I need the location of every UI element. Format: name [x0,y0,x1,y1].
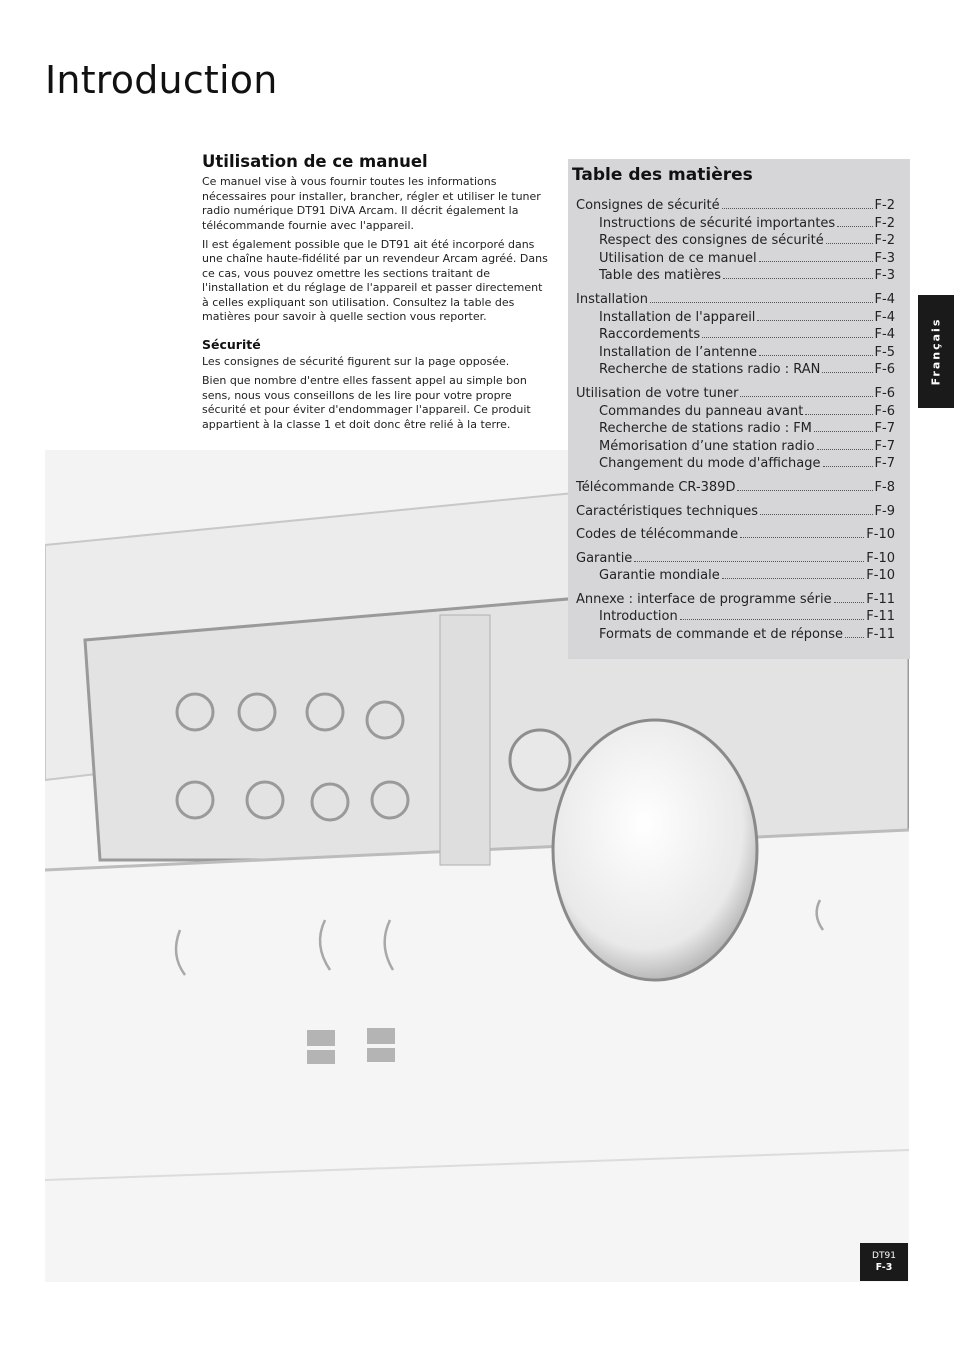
language-tab-label: Français [929,317,943,386]
page-title: Introduction [45,58,278,102]
toc-entry-page: F-11 [866,627,895,643]
toc-entry [576,250,895,268]
toc-entry-page: F-7 [874,438,895,454]
toc-entry [576,326,895,344]
toc-entry-label: Installation de l’antenne [599,344,758,360]
toc-group [576,503,895,521]
toc-entry-label: Codes de télécommande [576,527,739,543]
toc-leader-dots [650,292,873,303]
toc-leader-dots [759,345,873,356]
toc-leader-dots [805,404,872,415]
toc-entry-label: Changement du mode d'affichage [599,456,821,472]
toc-entry-page: F-9 [874,503,895,519]
toc-entry-page: F-6 [874,403,895,419]
toc-leader-dots [757,310,872,321]
toc-leader-dots [737,480,872,491]
toc-leader-dots [634,551,864,562]
toc-entry-page: F-3 [874,268,895,284]
toc-leader-dots [814,421,873,432]
toc-entry [576,361,895,379]
toc-entry-label: Recherche de stations radio : FM [599,421,812,437]
toc-entry-page: F-2 [874,198,895,213]
toc-entry [576,403,895,421]
toc-entry-label: Garantie mondiale [599,568,720,584]
toc-entry [576,455,895,473]
toc-leader-dots [740,386,872,397]
toc-group [576,291,895,379]
toc-leader-dots [740,527,864,538]
toc-group [576,479,895,497]
toc-entry [576,438,895,456]
toc-entry-label: Consignes de sécurité [576,198,720,213]
toc-leader-dots [680,609,865,620]
toc-body [576,197,895,644]
toc-entry-label: Télécommande CR-389D [576,479,736,495]
toc-leader-dots [722,198,873,209]
page-number-box [860,1243,908,1281]
usage-section [202,152,548,437]
toc-entry [576,567,895,585]
toc-entry [576,479,895,497]
toc-entry [576,591,895,609]
toc-heading: Table des matières [572,165,753,185]
toc-entry [576,385,895,403]
toc-entry-label: Utilisation de ce manuel [599,250,757,266]
toc-leader-dots [834,592,865,603]
toc-entry [576,291,895,309]
toc-entry [576,215,895,233]
toc-entry-label: Respect des consignes de sécurité [599,233,824,249]
toc-entry [576,550,895,568]
toc-entry-page: F-10 [866,568,895,584]
usage-heading: Utilisation de ce manuel [202,152,428,171]
toc-entry-label: Table des matières [599,268,722,284]
toc-group [576,550,895,585]
toc-group [576,591,895,644]
toc-leader-dots [760,504,873,515]
toc-entry [576,608,895,626]
toc-entry [576,526,895,544]
toc-leader-dots [817,439,873,450]
toc-leader-dots [702,327,872,338]
toc-entry [576,503,895,521]
toc-leader-dots [722,568,865,579]
toc-entry [576,626,895,644]
usage-paragraph: Il est également possible que le DT91 ait été incorporé dans une chaîne haute-fidélité par un revendeur Arcam agréé. Dans ce cas, vous pouvez omettre les sections traitant de l'installation et du réglage de l'appareil et passer directement à celles expliquant son utilisation. Consultez la table des matières pour savoir à quelle section vous reporter. [202,238,548,324]
toc-group [576,526,895,544]
toc-entry-label: Garantie [576,550,633,566]
toc-entry-label: Caractéristiques techniques [576,503,759,519]
toc-entry-page: F-2 [874,215,895,231]
safety-paragraph: Les consignes de sécurité figurent sur la page opposée. [202,354,510,368]
toc-entry-label: Commandes du panneau avant [599,403,804,419]
toc-entry-label: Recherche de stations radio : RAN [599,362,821,378]
toc-entry-page: F-10 [866,550,895,566]
toc-leader-dots [826,233,873,244]
toc-entry-page: F-8 [874,479,895,495]
toc-entry-label: Annexe : interface de programme série [576,591,832,607]
toc-entry-page: F-7 [874,456,895,472]
toc-entry [576,420,895,438]
toc-entry-page: F-2 [874,233,895,249]
toc-leader-dots [822,362,872,373]
toc-entry-label: Formats de commande et de réponse [599,627,843,643]
toc-entry-label: Utilisation de votre tuner [576,385,739,401]
toc-entry-page: F-4 [874,309,895,325]
toc-group [576,385,895,473]
toc-entry-label: Introduction [599,609,678,625]
language-tab [918,295,954,408]
toc-entry-label: Mémorisation d’une station radio [599,438,815,454]
toc-group [576,197,895,285]
toc-leader-dots [759,251,873,262]
toc-entry [576,267,895,285]
toc-entry-page: F-5 [874,344,895,360]
toc-leader-dots [845,627,864,638]
toc-entry-label: Installation [576,291,649,307]
toc-leader-dots [723,268,872,279]
toc-leader-dots [837,216,872,227]
toc-entry-page: F-7 [874,421,895,437]
safety-paragraph: Bien que nombre d'entre elles fassent appel au simple bon sens, nous vous conseillons de les lire pour votre propre sécurité et pour éviter d'endommager l'appareil. Ce produit appartient à la classe 1 et doit donc être relié à la terre. [202,374,531,431]
toc-entry [576,232,895,250]
toc-entry-label: Instructions de sécurité importantes [599,215,836,231]
toc-entry-label: Installation de l'appareil [599,309,756,325]
toc-entry-page: F-10 [866,527,895,543]
toc-entry-page: F-11 [866,609,895,625]
toc-entry-page: F-6 [874,385,895,401]
usage-paragraph: Ce manuel vise à vous fournir toutes les informations nécessaires pour installer, brancher, régler et utiliser le tuner radio numérique DT91 DiVA Arcam. Il décrit également la télécommande fournie avec l'appareil. [202,175,541,232]
toc-entry [576,197,895,215]
toc-entry-page: F-4 [874,327,895,343]
toc-entry-label: Raccordements [599,327,701,343]
toc-entry-page: F-3 [874,250,895,266]
toc-entry [576,344,895,362]
toc-entry [576,309,895,327]
toc-entry-page: F-6 [874,362,895,378]
page-number: F-3 [875,1262,893,1273]
model-name: DT91 [872,1251,896,1261]
table-of-contents [568,159,910,659]
toc-leader-dots [823,456,873,467]
toc-entry-page: F-11 [866,591,895,607]
safety-heading: Sécurité [202,337,261,353]
toc-entry-page: F-4 [874,291,895,307]
